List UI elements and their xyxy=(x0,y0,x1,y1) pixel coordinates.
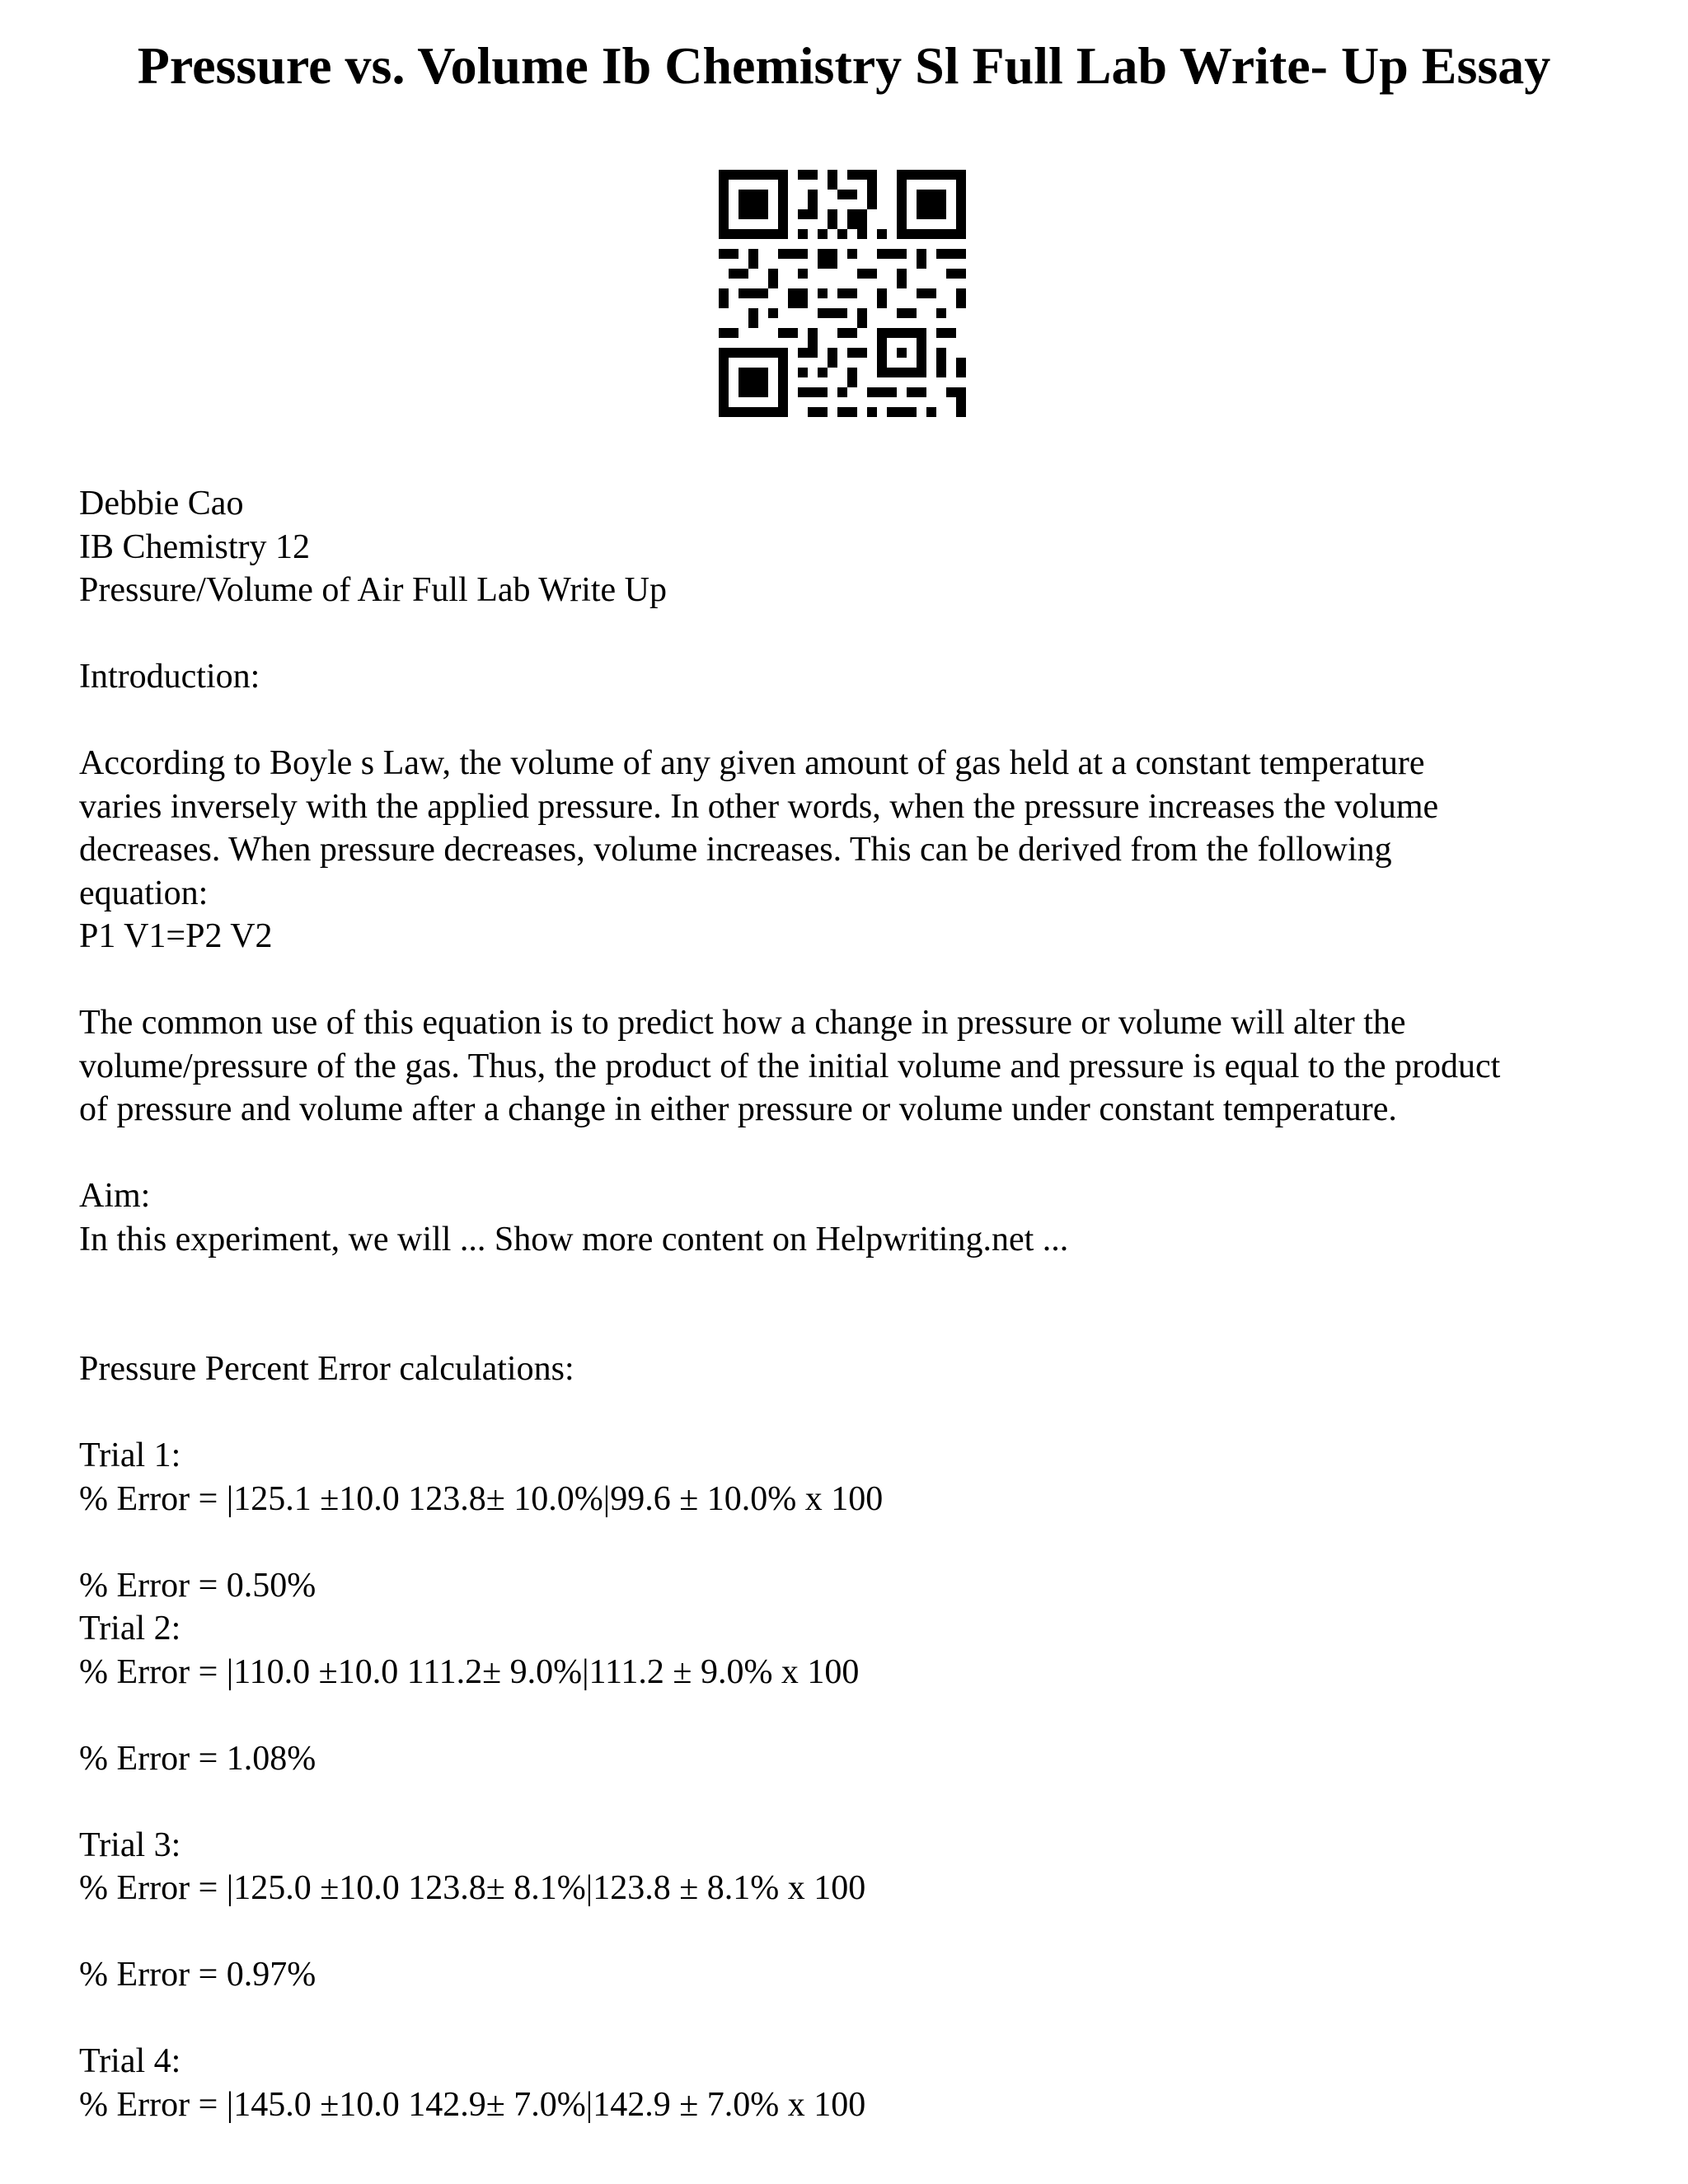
introduction-paragraph-2 xyxy=(79,1001,1629,1132)
trial-label: Trial 3: xyxy=(79,1825,181,1864)
trial-3 xyxy=(79,1824,1629,1997)
introduction-paragraph-1 xyxy=(79,742,1629,958)
aim-heading: Aim: xyxy=(79,1177,151,1215)
paragraph-line: volume/pressure of the gas. Thus, the product of the initial volume and pressure is equal to the product xyxy=(79,1047,1501,1085)
trial-formula: % Error = |125.1 ±10.0 123.8± 10.0%|99.6 ± 10.0% x 100 xyxy=(79,1479,884,1518)
paragraph-line: of pressure and volume after a change in either pressure or volume under constant temperature. xyxy=(79,1090,1397,1128)
paragraph-line: The common use of this equation is to predict how a change in pressure or volume will alter the xyxy=(79,1004,1406,1042)
trial-formula: % Error = |125.0 ±10.0 123.8± 8.1%|123.8 ± 8.1% x 100 xyxy=(79,1869,866,1907)
paragraph-line: decreases. When pressure decreases, volume increases. This can be derived from the following xyxy=(79,831,1392,869)
trial-2 xyxy=(79,1607,1629,1780)
trial-result: % Error = 1.08% xyxy=(79,1739,316,1778)
course-name: IB Chemistry 12 xyxy=(79,527,310,566)
paragraph-line: According to Boyle s Law, the volume of any given amount of gas held at a constant temperature xyxy=(79,744,1425,782)
introduction-heading: Introduction: xyxy=(79,658,260,696)
trial-result: % Error = 0.97% xyxy=(79,1956,316,1994)
calculations-heading: Pressure Percent Error calculations: xyxy=(79,1350,574,1388)
paragraph-line: varies inversely with the applied pressure. In other words, when the pressure increases the volume xyxy=(79,787,1439,826)
document-body xyxy=(79,482,1629,2126)
author-block xyxy=(79,482,1629,612)
trial-4 xyxy=(79,2040,1629,2126)
trial-formula: % Error = |110.0 ±10.0 111.2± 9.0%|111.2 ± 9.0% x 100 xyxy=(79,1652,860,1691)
equation: P1 V1=P2 V2 xyxy=(79,917,273,955)
report-title: Pressure/Volume of Air Full Lab Write Up xyxy=(79,571,668,609)
aim-text: In this experiment, we will ... Show more content on Helpwriting.net ... xyxy=(79,1220,1069,1258)
trial-label: Trial 1: xyxy=(79,1436,181,1474)
trial-1 xyxy=(79,1434,1629,1607)
document-title: Pressure vs. Volume Ib Chemistry Sl Full Lab Write- Up Essay xyxy=(137,36,1551,95)
trial-label: Trial 2: xyxy=(79,1610,181,1647)
qr-code-icon xyxy=(719,170,966,417)
trial-result: % Error = 0.50% xyxy=(79,1566,316,1605)
author-name: Debbie Cao xyxy=(79,485,244,523)
paragraph-line: equation: xyxy=(79,874,209,912)
trial-formula: % Error = |145.0 ±10.0 142.9± 7.0%|142.9 ± 7.0% x 100 xyxy=(79,2085,866,2124)
trial-label: Trial 4: xyxy=(79,2042,181,2080)
